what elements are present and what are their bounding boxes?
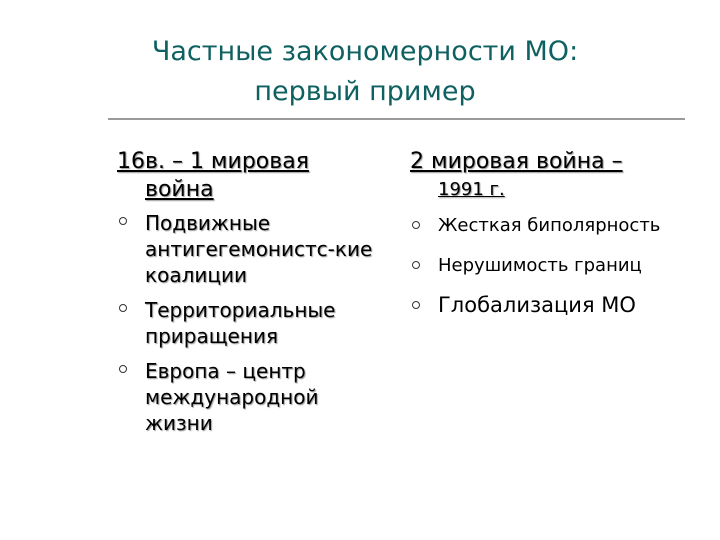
right-heading-line2: 1991 г. bbox=[438, 179, 505, 200]
list-item bbox=[117, 358, 392, 436]
slide-title-line1: Частные закономерности МО: bbox=[151, 36, 579, 67]
right-column-heading bbox=[410, 148, 710, 204]
left-heading-line2: война bbox=[145, 177, 214, 202]
list-item bbox=[410, 250, 710, 281]
list-item-text: Нерушимость границ bbox=[438, 255, 642, 276]
left-heading-line1: 16в. – 1 мировая bbox=[117, 149, 309, 174]
slide-title-line2: первый пример bbox=[254, 76, 476, 107]
list-item-text: Жесткая биполярность bbox=[438, 215, 661, 236]
bullet-circle-icon bbox=[119, 365, 127, 373]
list-item bbox=[117, 210, 392, 288]
list-item bbox=[117, 297, 392, 349]
bullet-circle-icon bbox=[412, 261, 420, 269]
list-item-text: Территориальные приращения bbox=[145, 298, 336, 348]
slide-title bbox=[0, 32, 720, 112]
list-item-text: Европа – центр международной жизни bbox=[145, 359, 319, 435]
list-item-text: Подвижные антигегемонистс-кие коалиции bbox=[145, 211, 373, 287]
bullet-circle-icon bbox=[119, 304, 127, 312]
left-bullet-list bbox=[117, 210, 392, 436]
right-column bbox=[410, 148, 710, 330]
bullet-circle-icon bbox=[412, 301, 420, 309]
list-item bbox=[410, 290, 710, 321]
right-heading-line1: 2 мировая война – bbox=[410, 149, 623, 174]
list-item-text: Глобализация МО bbox=[438, 293, 636, 317]
list-item bbox=[410, 210, 710, 241]
bullet-circle-icon bbox=[412, 221, 420, 229]
bullet-circle-icon bbox=[119, 217, 127, 225]
left-column-heading bbox=[117, 148, 392, 204]
right-bullet-list bbox=[410, 210, 710, 321]
left-column bbox=[117, 148, 392, 445]
title-divider bbox=[108, 118, 685, 120]
